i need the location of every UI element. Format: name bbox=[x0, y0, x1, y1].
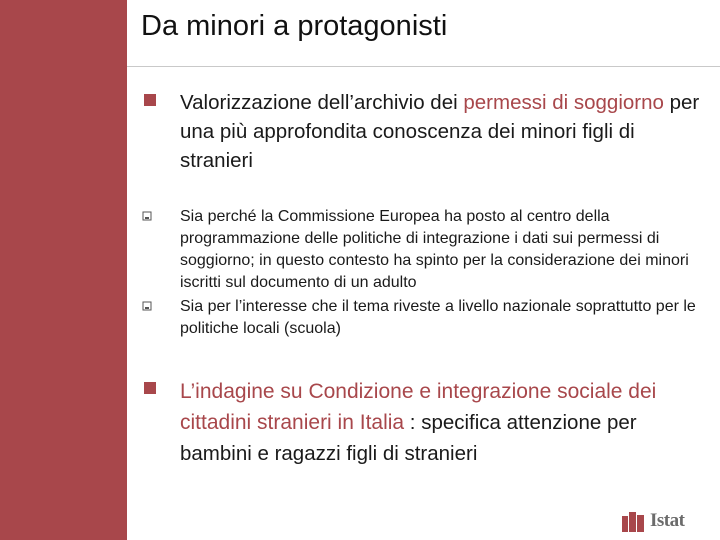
square-bullet-icon bbox=[144, 382, 156, 394]
main-bullet-2 bbox=[144, 376, 704, 469]
sub-bullet-1-text: Sia perché la Commissione Europea ha posto al centro della programmazione delle politiche di integrazione i dati sui permessi di soggiorno; in questo contesto ha spinto per la considerazione dei minori iscritti sul documento di un adulto bbox=[180, 208, 689, 291]
sub-bullet-2 bbox=[142, 296, 707, 340]
main-bullet-2-text bbox=[180, 376, 704, 469]
bullet-text-pre: Valorizzazione dell’archivio dei bbox=[180, 91, 464, 114]
left-accent-bar bbox=[0, 0, 127, 540]
bullet-highlight: permessi di soggiorno bbox=[463, 91, 664, 114]
sub-bullet-1 bbox=[142, 206, 707, 294]
bullet-text-post: : specifica attenzione per bambini e ragazzi figli di stranieri bbox=[180, 411, 637, 465]
istat-logo-icon bbox=[622, 510, 648, 532]
checkbox-bullet-icon bbox=[142, 211, 152, 221]
main-bullet-1-text bbox=[180, 88, 704, 175]
bullet-text-post: per una più approfondita conoscenza dei minori figli di stranieri bbox=[180, 91, 700, 172]
square-bullet-icon bbox=[144, 94, 156, 106]
istat-logo-text: Istat bbox=[650, 510, 685, 531]
title-divider bbox=[127, 66, 720, 67]
istat-logo bbox=[622, 510, 692, 532]
bullet-highlight: L’indagine su Condizione e integrazione sociale dei cittadini stranieri in Italia bbox=[180, 380, 657, 434]
main-bullet-1 bbox=[144, 88, 704, 175]
sub-bullet-2-text: Sia per l’interesse che il tema riveste a livello nazionale soprattutto per le politiche locali (scuola) bbox=[180, 298, 696, 337]
slide-title: Da minori a protagonisti bbox=[141, 10, 448, 42]
checkbox-bullet-icon bbox=[142, 301, 152, 311]
